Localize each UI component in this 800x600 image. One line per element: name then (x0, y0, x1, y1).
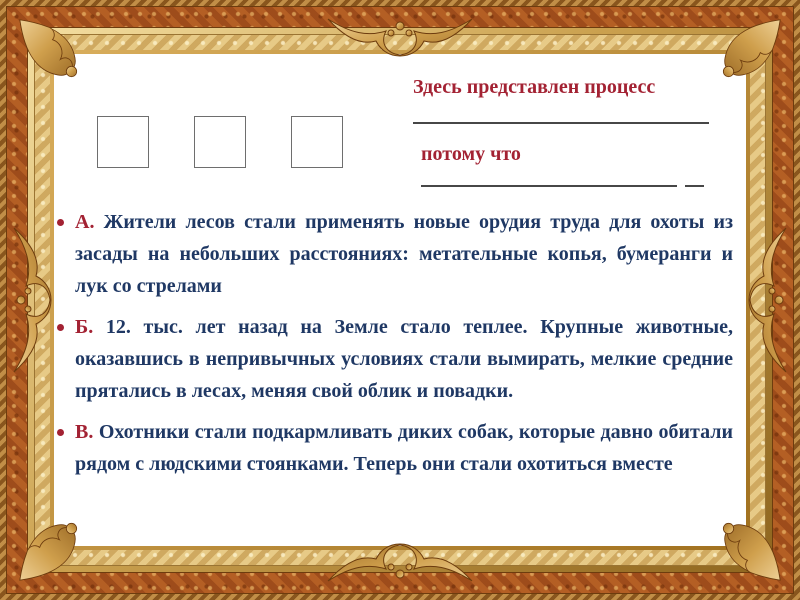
answer-box-1 (97, 116, 149, 168)
answer-box-2 (194, 116, 246, 168)
option-v-text (75, 416, 733, 480)
option-b-text (75, 311, 733, 407)
bullet-icon (57, 219, 64, 226)
blank-line-1 (413, 122, 709, 124)
answer-boxes-row (97, 116, 343, 168)
blank-line-2-short (685, 185, 704, 187)
blank-line-2 (421, 185, 709, 187)
option-v-body: Охотники стали подкармливать диких собак, которые давно обитали рядом с людскими стоянками. Теперь они стали охотиться вместе (75, 421, 733, 475)
option-a-text (75, 206, 733, 302)
list-item-v (57, 416, 733, 480)
option-v-label: В. (75, 421, 94, 443)
options-list (57, 206, 733, 489)
answer-box-3 (291, 116, 343, 168)
bullet-icon (57, 429, 64, 436)
blank-line-2-main (421, 185, 677, 187)
header-subtitle: потому что (421, 143, 521, 165)
option-a-label: А. (75, 211, 95, 233)
option-b-body: 12. тыс. лет назад на Земле стало теплее. Крупные животные, оказавшись в непривычных условиях стали вымирать, мелкие средние прятались в лесах, меняя свой облик и повадки. (75, 316, 733, 402)
option-a-body: Жители лесов стали применять новые орудия труда для охоты из засады на небольших расстояниях: метательные копья, бумеранги и лук со стрелами (75, 211, 734, 297)
header-block (413, 75, 709, 187)
list-item-a (57, 206, 733, 302)
slide-paper (54, 54, 746, 546)
list-item-b (57, 311, 733, 407)
option-b-label: Б. (75, 316, 94, 338)
header-title: Здесь представлен процесс (413, 76, 656, 98)
bullet-icon (57, 324, 64, 331)
